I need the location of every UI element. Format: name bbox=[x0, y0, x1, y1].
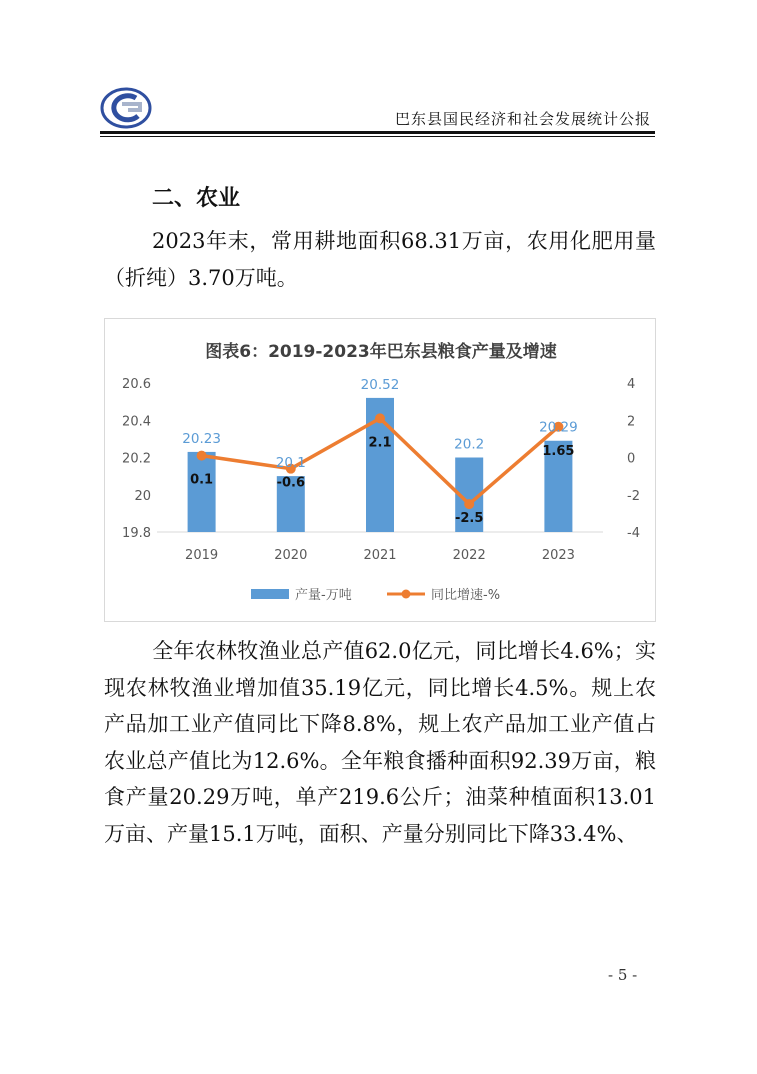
y-right-tick-label: -4 bbox=[627, 526, 640, 541]
header-rule-thin bbox=[100, 136, 655, 137]
paragraph-2 bbox=[104, 633, 656, 852]
section-heading: 二、农业 bbox=[152, 186, 241, 211]
x-tick-label: 2021 bbox=[363, 548, 397, 563]
rate-value-label: 0.1 bbox=[190, 472, 214, 488]
paragraph-1 bbox=[104, 223, 656, 296]
x-tick-label: 2022 bbox=[452, 548, 486, 563]
y-left-tick-label: 19.8 bbox=[122, 526, 151, 541]
y-right-tick-label: 0 bbox=[627, 451, 636, 467]
y-left-tick-label: 20.6 bbox=[122, 377, 151, 392]
page-number: - 5 - bbox=[608, 966, 638, 984]
bar-value-label: 20.23 bbox=[182, 430, 221, 447]
legend-bar-swatch bbox=[251, 589, 289, 599]
rate-value-label: 1.65 bbox=[542, 443, 575, 459]
bar-value-label: 20.29 bbox=[539, 419, 578, 436]
bureau-logo-icon bbox=[100, 86, 152, 130]
y-left-tick-label: 20.2 bbox=[122, 451, 151, 467]
bar-value-label: 20.1 bbox=[275, 455, 306, 472]
x-tick-label: 2023 bbox=[541, 548, 575, 563]
grain-chart-svg bbox=[105, 319, 657, 623]
header-title: 巴东县国民经济和社会发展统计公报 bbox=[394, 110, 651, 128]
bar-2019 bbox=[188, 452, 216, 532]
legend-line-marker bbox=[402, 590, 411, 599]
rate-value-label: 2.1 bbox=[368, 435, 392, 451]
chart-title: 图表6：2019-2023年巴东县粮食产量及增速 bbox=[205, 342, 557, 362]
grain-chart bbox=[104, 318, 656, 622]
y-right-tick-label: -2 bbox=[627, 488, 640, 504]
rate-value-label: -2.5 bbox=[454, 511, 484, 527]
x-tick-label: 2019 bbox=[185, 548, 219, 563]
paragraph-2-text: 全年农林牧渔业总产值62.0亿元，同比增长4.6%；实现农林牧渔业增加值35.19亿元，同比增长4.5%。规上农产品加工业产值同比下降8.8%，规上农产品加工业产值占农业总产值比为12.6%。全年粮食播种面积92.39万亩，粮食产量20.29万吨，单产219.6公斤；油菜种植面积13.01万亩、产量15.1万吨，面积、产量分别同比下降33.4%、 bbox=[104, 639, 656, 846]
rate-value-label: -0.6 bbox=[276, 475, 306, 491]
rate-point-2022 bbox=[464, 499, 474, 509]
bar-value-label: 20.2 bbox=[454, 436, 485, 453]
legend-bar-label: 产量-万吨 bbox=[295, 588, 352, 603]
paragraph-1-text: 2023年末，常用耕地面积68.31万亩，农用化肥用量（折纯）3.70万吨。 bbox=[104, 229, 656, 290]
rate-point-2019 bbox=[197, 451, 207, 461]
y-right-tick-label: 4 bbox=[627, 377, 636, 392]
bar-value-label: 20.52 bbox=[360, 376, 400, 393]
y-right-tick-label: 2 bbox=[627, 414, 636, 430]
header-rule bbox=[100, 131, 655, 134]
y-left-tick-label: 20 bbox=[134, 488, 151, 504]
rate-point-2021 bbox=[375, 413, 385, 423]
y-left-tick-label: 20.4 bbox=[122, 414, 151, 430]
x-tick-label: 2020 bbox=[274, 548, 308, 563]
legend-line-label: 同比增速-% bbox=[431, 588, 501, 603]
